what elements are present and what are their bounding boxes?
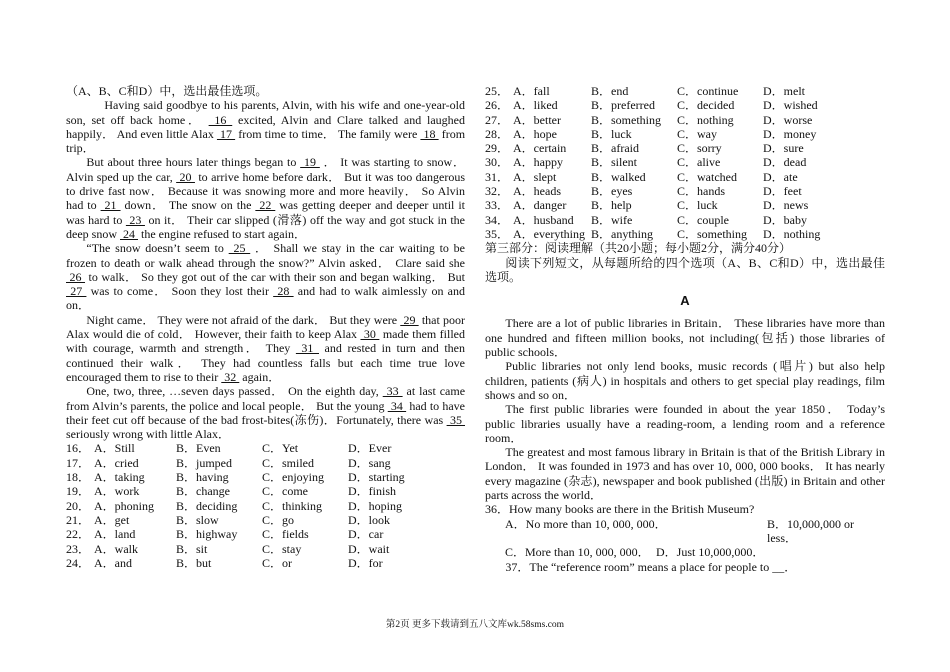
answer-option: B．change	[176, 484, 230, 499]
option-row	[66, 499, 465, 513]
blank-16: 16	[208, 112, 233, 127]
answer-option: C．continue	[677, 84, 739, 98]
option-row	[485, 184, 885, 198]
answer-option: D．wait	[348, 541, 390, 556]
option-row	[485, 213, 885, 227]
blank-29: 29	[400, 312, 419, 327]
paragraph-text: excited, Alvin and Clare talked and laughed happily． And even little Alax	[66, 112, 466, 141]
answer-option: A．husband	[513, 212, 574, 227]
right-column	[485, 84, 885, 574]
option-row	[485, 141, 885, 155]
paragraph-text: at last came from Alvin’s parents, the police and local people． But the young	[66, 384, 466, 413]
cloze-passage	[66, 98, 465, 441]
answer-option: B．something	[591, 112, 662, 127]
paragraph-text: down． The snow on the	[120, 198, 256, 213]
question-number: 17．	[66, 455, 91, 470]
answer-option: B．having	[176, 470, 229, 485]
question-number: 25．	[485, 84, 510, 98]
answer-option: C．nothing	[677, 112, 734, 127]
paragraph-text: Night came． They were not afraid of the dark． But they were	[86, 312, 401, 327]
paragraph-text: “The snow doesn’t seem to	[86, 241, 229, 256]
section-intro: （A、B、C和D）中，选出最佳选项。	[66, 84, 268, 98]
question-number: 30．	[485, 155, 510, 170]
answer-option: B．help	[591, 198, 632, 213]
paragraph-text: was to come． Soon they lost their	[86, 284, 274, 299]
answer-option: B．luck	[591, 126, 632, 141]
question-number: 29．	[485, 141, 510, 156]
answer-option: C．something	[677, 226, 748, 241]
answer-option: A．walk	[94, 541, 138, 556]
answer-option: D．Ever	[348, 441, 392, 456]
option-row	[66, 542, 465, 556]
answer-option: B．sit	[176, 541, 208, 556]
answer-option: D．ate	[763, 169, 798, 184]
blank-22: 22	[255, 198, 276, 213]
passage-paragraph: The greatest and most famous library in Britain is that of the British Library in London． It was founded in 1973 and has over 10, 000, 000 books． It has nearly every magazine (杂志), newspaper and book published (出版) in Britain and other parts across the world．	[485, 445, 885, 503]
question-36-stem: 36．How many books are there in the British Museum?	[485, 502, 755, 517]
answer-option: D．baby	[763, 212, 807, 227]
answer-option: C．fields	[262, 527, 309, 542]
left-column	[66, 84, 465, 570]
answer-option: B．but	[176, 555, 212, 570]
answer-option: A．everything	[513, 226, 585, 241]
answer-option: B．silent	[591, 155, 638, 170]
part-title: 第三部分：阅读理解（共20小题；每小题2分，满分40分）	[485, 241, 792, 256]
answer-option: C．or	[262, 555, 293, 570]
question-number: 20．	[66, 498, 91, 513]
question-number: 26．	[485, 98, 510, 113]
option-row	[66, 527, 465, 541]
blank-25: 25	[228, 241, 251, 256]
option-row	[485, 227, 885, 241]
answer-option: A．liked	[513, 98, 558, 113]
paragraph-text: to walk． So they got out of the car with their son and began walking． But	[85, 269, 465, 284]
question-number: 28．	[485, 126, 510, 141]
answer-option: C．smiled	[262, 455, 315, 470]
answer-option: C．decided	[677, 98, 735, 113]
paragraph-text: from time to time． The family were	[235, 126, 421, 141]
answer-option: B．afraid	[591, 141, 639, 156]
answer-option: C．hands	[677, 184, 726, 199]
answer-option: A．heads	[513, 184, 561, 199]
passage-paragraph: The first public libraries were founded in about the year 1850． Today’s public libraries usually have a reading-room, a lending room and a reference room．	[485, 402, 885, 445]
answer-option: C．come	[262, 484, 308, 499]
paragraph-text: But about three hours later things began to	[86, 155, 301, 170]
cloze-paragraph	[66, 241, 465, 312]
answer-option: D．feet	[763, 184, 802, 199]
cloze-paragraph	[66, 313, 465, 384]
paragraph-text: that poor Alax would die of cold． However, their faith to keep Alax	[66, 312, 465, 342]
answer-option: B．Even	[176, 441, 221, 456]
passage-paragraph: There are a lot of public libraries in Britain． These libraries have more than one hundred and fifteen million books, not including(包括) those libraries of public schools．	[485, 316, 885, 360]
paragraph-text: to arrive home before dark． But it was too dangerous to drive fast now． Because it was snowing more and more heavily． So Alvin had to	[66, 169, 465, 213]
paragraph-text: ． Shall we stay in the car waiting to be frozen to death or walk ahead through the snow?” Alvin asked． Clare said she	[66, 241, 465, 270]
paragraph-text: again．	[239, 369, 281, 384]
question-37-stem: 37．The “reference room” means a place for people to __．	[505, 559, 797, 574]
option-row	[485, 98, 885, 112]
blank-31: 31	[295, 341, 319, 356]
cloze-paragraph	[66, 98, 465, 155]
paragraph-text: and had to walk aimlessly on and on．	[66, 284, 466, 313]
blank-30: 30	[360, 327, 380, 342]
answer-option: C．enjoying	[262, 470, 324, 485]
question-number: 35．	[485, 226, 510, 241]
question-number: 31．	[485, 169, 510, 184]
answer-option: D．wished	[763, 98, 818, 113]
answer-option: C．couple	[677, 212, 729, 227]
answer-option: A．happy	[513, 155, 563, 170]
blank-32: 32	[221, 369, 240, 384]
question-number: 18．	[66, 470, 91, 485]
option-row	[485, 198, 885, 212]
question-36-option-b-part: B．10,000,000 or less．	[767, 516, 855, 545]
question-36-option-c: C．More than 10, 000, 000．	[505, 545, 650, 560]
answer-option: A．slept	[513, 169, 557, 184]
answer-option: C．watched	[677, 169, 737, 184]
option-row	[66, 470, 465, 484]
answer-option: B．wife	[591, 212, 633, 227]
question-36-option-a: A．No more than 10, 000, 000．	[505, 516, 667, 531]
blank-33: 33	[382, 384, 403, 399]
option-row	[66, 513, 465, 527]
paragraph-text: and rested in turn and then continued their walk． They had countless falls but each time true love encouraged them to rise to their	[66, 341, 465, 384]
answer-option: A．cried	[94, 455, 139, 470]
answer-option: A．fall	[513, 84, 550, 98]
answer-option: D．hoping	[348, 498, 403, 513]
blank-28: 28	[273, 284, 294, 299]
paragraph-text: on it． Their car slipped (滑落) off the way and got stuck in the deep snow	[66, 212, 466, 241]
answer-option: C．sorry	[677, 141, 722, 156]
answer-option: B．anything	[591, 226, 653, 241]
option-row	[485, 113, 885, 127]
cloze-options-right	[485, 84, 885, 241]
paragraph-text: from trip．	[66, 126, 466, 156]
paragraph-text: had to have their feet cut off because of the bad frost-bites(冻伤)．Fortunately, there was	[66, 398, 466, 427]
answer-option: D．money	[763, 126, 817, 141]
reading-passage	[485, 316, 885, 502]
answer-option: C．go	[262, 512, 295, 527]
cloze-paragraph	[66, 384, 465, 441]
answer-option: A．phoning	[94, 498, 155, 513]
answer-option: C．thinking	[262, 498, 323, 513]
option-row	[485, 127, 885, 141]
blank-20: 20	[176, 169, 195, 184]
answer-option: B．end	[591, 84, 629, 98]
question-number: 27．	[485, 112, 510, 127]
question-number: 23．	[66, 541, 91, 556]
paragraph-text: ． It was starting to snow． Alvin sped up the car,	[66, 155, 465, 184]
blank-18: 18	[420, 126, 439, 141]
blank-17: 17	[216, 126, 236, 141]
answer-option: A．and	[94, 555, 132, 570]
answer-option: C．way	[677, 126, 717, 141]
answer-option: B．highway	[176, 527, 238, 542]
paragraph-text: was getting deeper and deeper until it was hard to	[66, 198, 465, 227]
blank-23: 23	[125, 212, 145, 227]
answer-option: A．taking	[94, 470, 145, 485]
paragraph-text: seriously wrong with little Alax．	[66, 427, 230, 442]
answer-option: D．finish	[348, 484, 397, 499]
answer-option: A．work	[94, 484, 140, 499]
blank-35: 35	[446, 412, 465, 427]
question-number: 21．	[66, 512, 91, 527]
question-number: 19．	[66, 484, 91, 499]
paragraph-text: made them filled with courage, warmth and strength． They	[66, 327, 465, 356]
option-row	[485, 155, 885, 169]
answer-option: A．get	[94, 512, 130, 527]
answer-option: D．nothing	[763, 226, 821, 241]
option-row	[66, 556, 465, 570]
question-36-options-row1	[485, 517, 885, 546]
option-row	[66, 456, 465, 470]
answer-option: A．certain	[513, 141, 567, 156]
answer-option: D．melt	[763, 84, 805, 98]
answer-option: D．sang	[348, 455, 391, 470]
paragraph-text: Having said goodbye to his parents, Alvin, with his wife and one-year-old son, set off back home．	[66, 98, 465, 127]
answer-option: C．luck	[677, 198, 718, 213]
answer-option: D．sure	[763, 141, 804, 156]
answer-option: D．look	[348, 512, 391, 527]
answer-option: D．car	[348, 527, 384, 542]
answer-option: B．jumped	[176, 455, 232, 470]
paragraph-text: the engine refused to start again．	[138, 226, 306, 241]
answer-option: D．starting	[348, 470, 405, 485]
question-number: 22．	[66, 527, 91, 542]
question-number: 34．	[485, 212, 510, 227]
answer-option: D．dead	[763, 155, 807, 170]
answer-option: B．slow	[176, 512, 219, 527]
paragraph-text: One, two, three, …seven days passed． On the eighth day,	[86, 384, 383, 399]
cloze-paragraph	[66, 155, 465, 241]
blank-27: 27	[66, 284, 87, 299]
answer-option: D．worse	[763, 112, 813, 127]
option-row	[66, 484, 465, 498]
page-footer: 第2页 更多下载请到五八文库wk.58sms.com	[385, 620, 565, 630]
answer-option: C．alive	[677, 155, 721, 170]
blank-21: 21	[100, 198, 121, 213]
answer-option: B．deciding	[176, 498, 238, 513]
answer-option: C．stay	[262, 541, 302, 556]
cloze-options-left	[66, 441, 465, 570]
answer-option: D．news	[763, 198, 809, 213]
answer-option: B．preferred	[591, 98, 655, 113]
passage-paragraph: Public libraries not only lend books, music records (唱片) but also help children, patients (病人) in hospitals and others to get special play readings, film shows and so on．	[485, 359, 885, 402]
answer-option: A．hope	[513, 126, 557, 141]
reading-instruction: 阅读下列短文，从每题所给的四个选项（A、B、C和D）中，选出最佳选项。	[485, 255, 885, 284]
answer-option: A．danger	[513, 198, 567, 213]
blank-34: 34	[387, 398, 407, 413]
answer-option: C．Yet	[262, 441, 299, 456]
question-number: 32．	[485, 184, 510, 199]
blank-24: 24	[120, 226, 138, 241]
question-number: 33．	[485, 198, 510, 213]
question-36-options-row2	[485, 545, 885, 559]
answer-option: D．for	[348, 555, 383, 570]
passage-heading: A	[680, 293, 690, 309]
option-row	[485, 170, 885, 184]
answer-option: A．Still	[94, 441, 135, 456]
blank-26: 26	[66, 269, 86, 284]
option-row	[485, 84, 885, 98]
answer-option: A．land	[94, 527, 136, 542]
blank-19: 19	[300, 155, 320, 170]
answer-option: A．better	[513, 112, 561, 127]
answer-option: B．walked	[591, 169, 646, 184]
answer-option: B．eyes	[591, 184, 633, 199]
option-row	[66, 441, 465, 455]
question-number: 16．	[66, 441, 91, 456]
question-36-option-d: D．Just 10,000,000．	[656, 545, 765, 560]
question-number: 24．	[66, 555, 91, 570]
